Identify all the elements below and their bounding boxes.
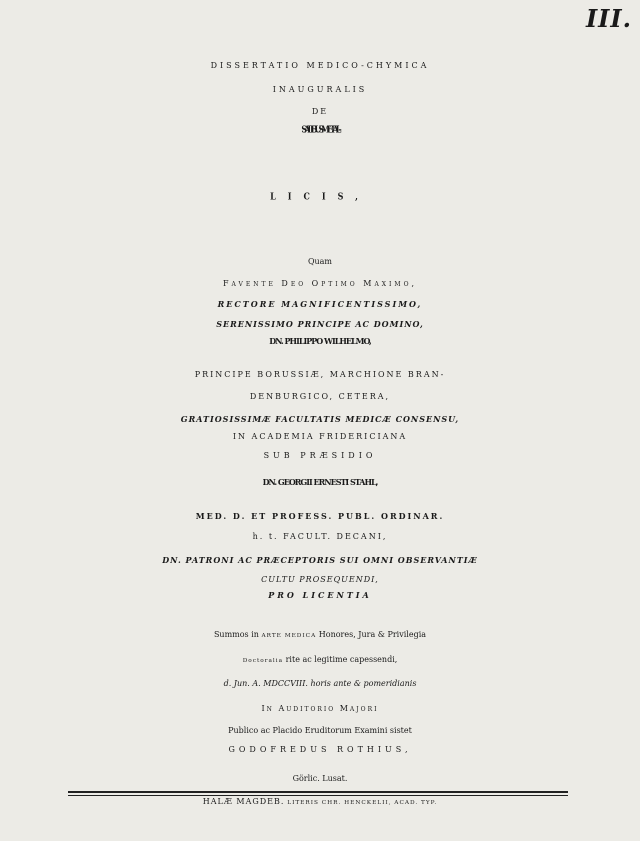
author-name: GODOFREDUS ROTHIUS,: [228, 745, 412, 754]
denburgico-line: DENBURGICO, CETERA,: [249, 392, 391, 401]
principe-line: PRINCIPE BORUSSIÆ, MARCHIONE BRAN-: [194, 370, 446, 379]
serenissimo-line: SERENISSIMO PRINCIPE AC DOMINO,: [216, 319, 424, 329]
favente-line: Favente Deo Optimo Maximo,: [222, 279, 418, 288]
author-origin: Görlic. Lusat.: [292, 774, 348, 783]
quam-line: Quam: [307, 257, 333, 266]
imprint-place: HALÆ MAGDEB.: [202, 797, 285, 806]
summos-line: [0, 631, 640, 640]
imprint-rule-thin: [68, 795, 568, 796]
date-line: d. Jun. A. MDCCVIII. horis ante & pomeridianis: [223, 679, 417, 688]
title-line-dissertatio: DISSERTATIO MEDICO-CHYMICA: [210, 61, 430, 70]
imprint-printer: LITERIS CHR. HENCKELII, ACAD. TYP.: [284, 800, 438, 806]
title-line-inauguralis: INAUGURALIS: [272, 85, 368, 94]
rectore-line: RECTORE MAGNIFICENTISSIMO,: [217, 299, 423, 309]
rector-name: DN. PHILIPPO WILHELMO,: [269, 336, 371, 346]
cultu-line: CULTU PROSEQUENDI,: [261, 575, 379, 584]
title-line-de: DE: [311, 107, 329, 116]
page-number: III.: [585, 4, 632, 33]
summos-post: Honores, Jura & Privilegia: [316, 630, 427, 639]
title-line-licis: LICIS,: [270, 190, 370, 202]
doctoralia-post: rite ac legitime capessendi,: [283, 655, 398, 664]
academia-line: IN ACADEMIA FRIDERICIANA: [232, 432, 408, 441]
summos-pre: Summos in: [213, 630, 262, 639]
auditorio-line: In Auditorio Majori: [261, 704, 379, 713]
examini-line: Publico ac Placido Eruditorum Examini sistet: [228, 726, 412, 735]
doctoralia: Doctoralia: [242, 658, 284, 664]
sub-praesidio-line: SUB PRÆSIDIO: [263, 451, 377, 460]
arte-medica: ARTE MEDICA: [261, 633, 317, 639]
med-profess-line: MED. D. ET PROFESS. PUBL. ORDINAR.: [195, 511, 445, 521]
title-line-salibus: SALIBUS METAL-: [301, 122, 339, 135]
imprint-line: [0, 798, 640, 807]
imprint-rule-thick: [68, 791, 568, 793]
pro-licentia: PRO LICENTIA: [268, 590, 372, 600]
patroni-line: DN. PATRONI AC PRÆCEPTORIS SUI OMNI OBSERVANTIÆ: [162, 555, 478, 565]
doctoralia-line: [0, 656, 640, 665]
decani-line: h. t. FACULT. DECANI,: [252, 532, 388, 541]
facultas-consensu-line: GRATIOSISSIMÆ FACULTATIS MEDICÆ CONSENSU,: [180, 414, 460, 424]
praeses-name: DN. GEORGII ERNESTI STAHL,: [262, 477, 378, 487]
